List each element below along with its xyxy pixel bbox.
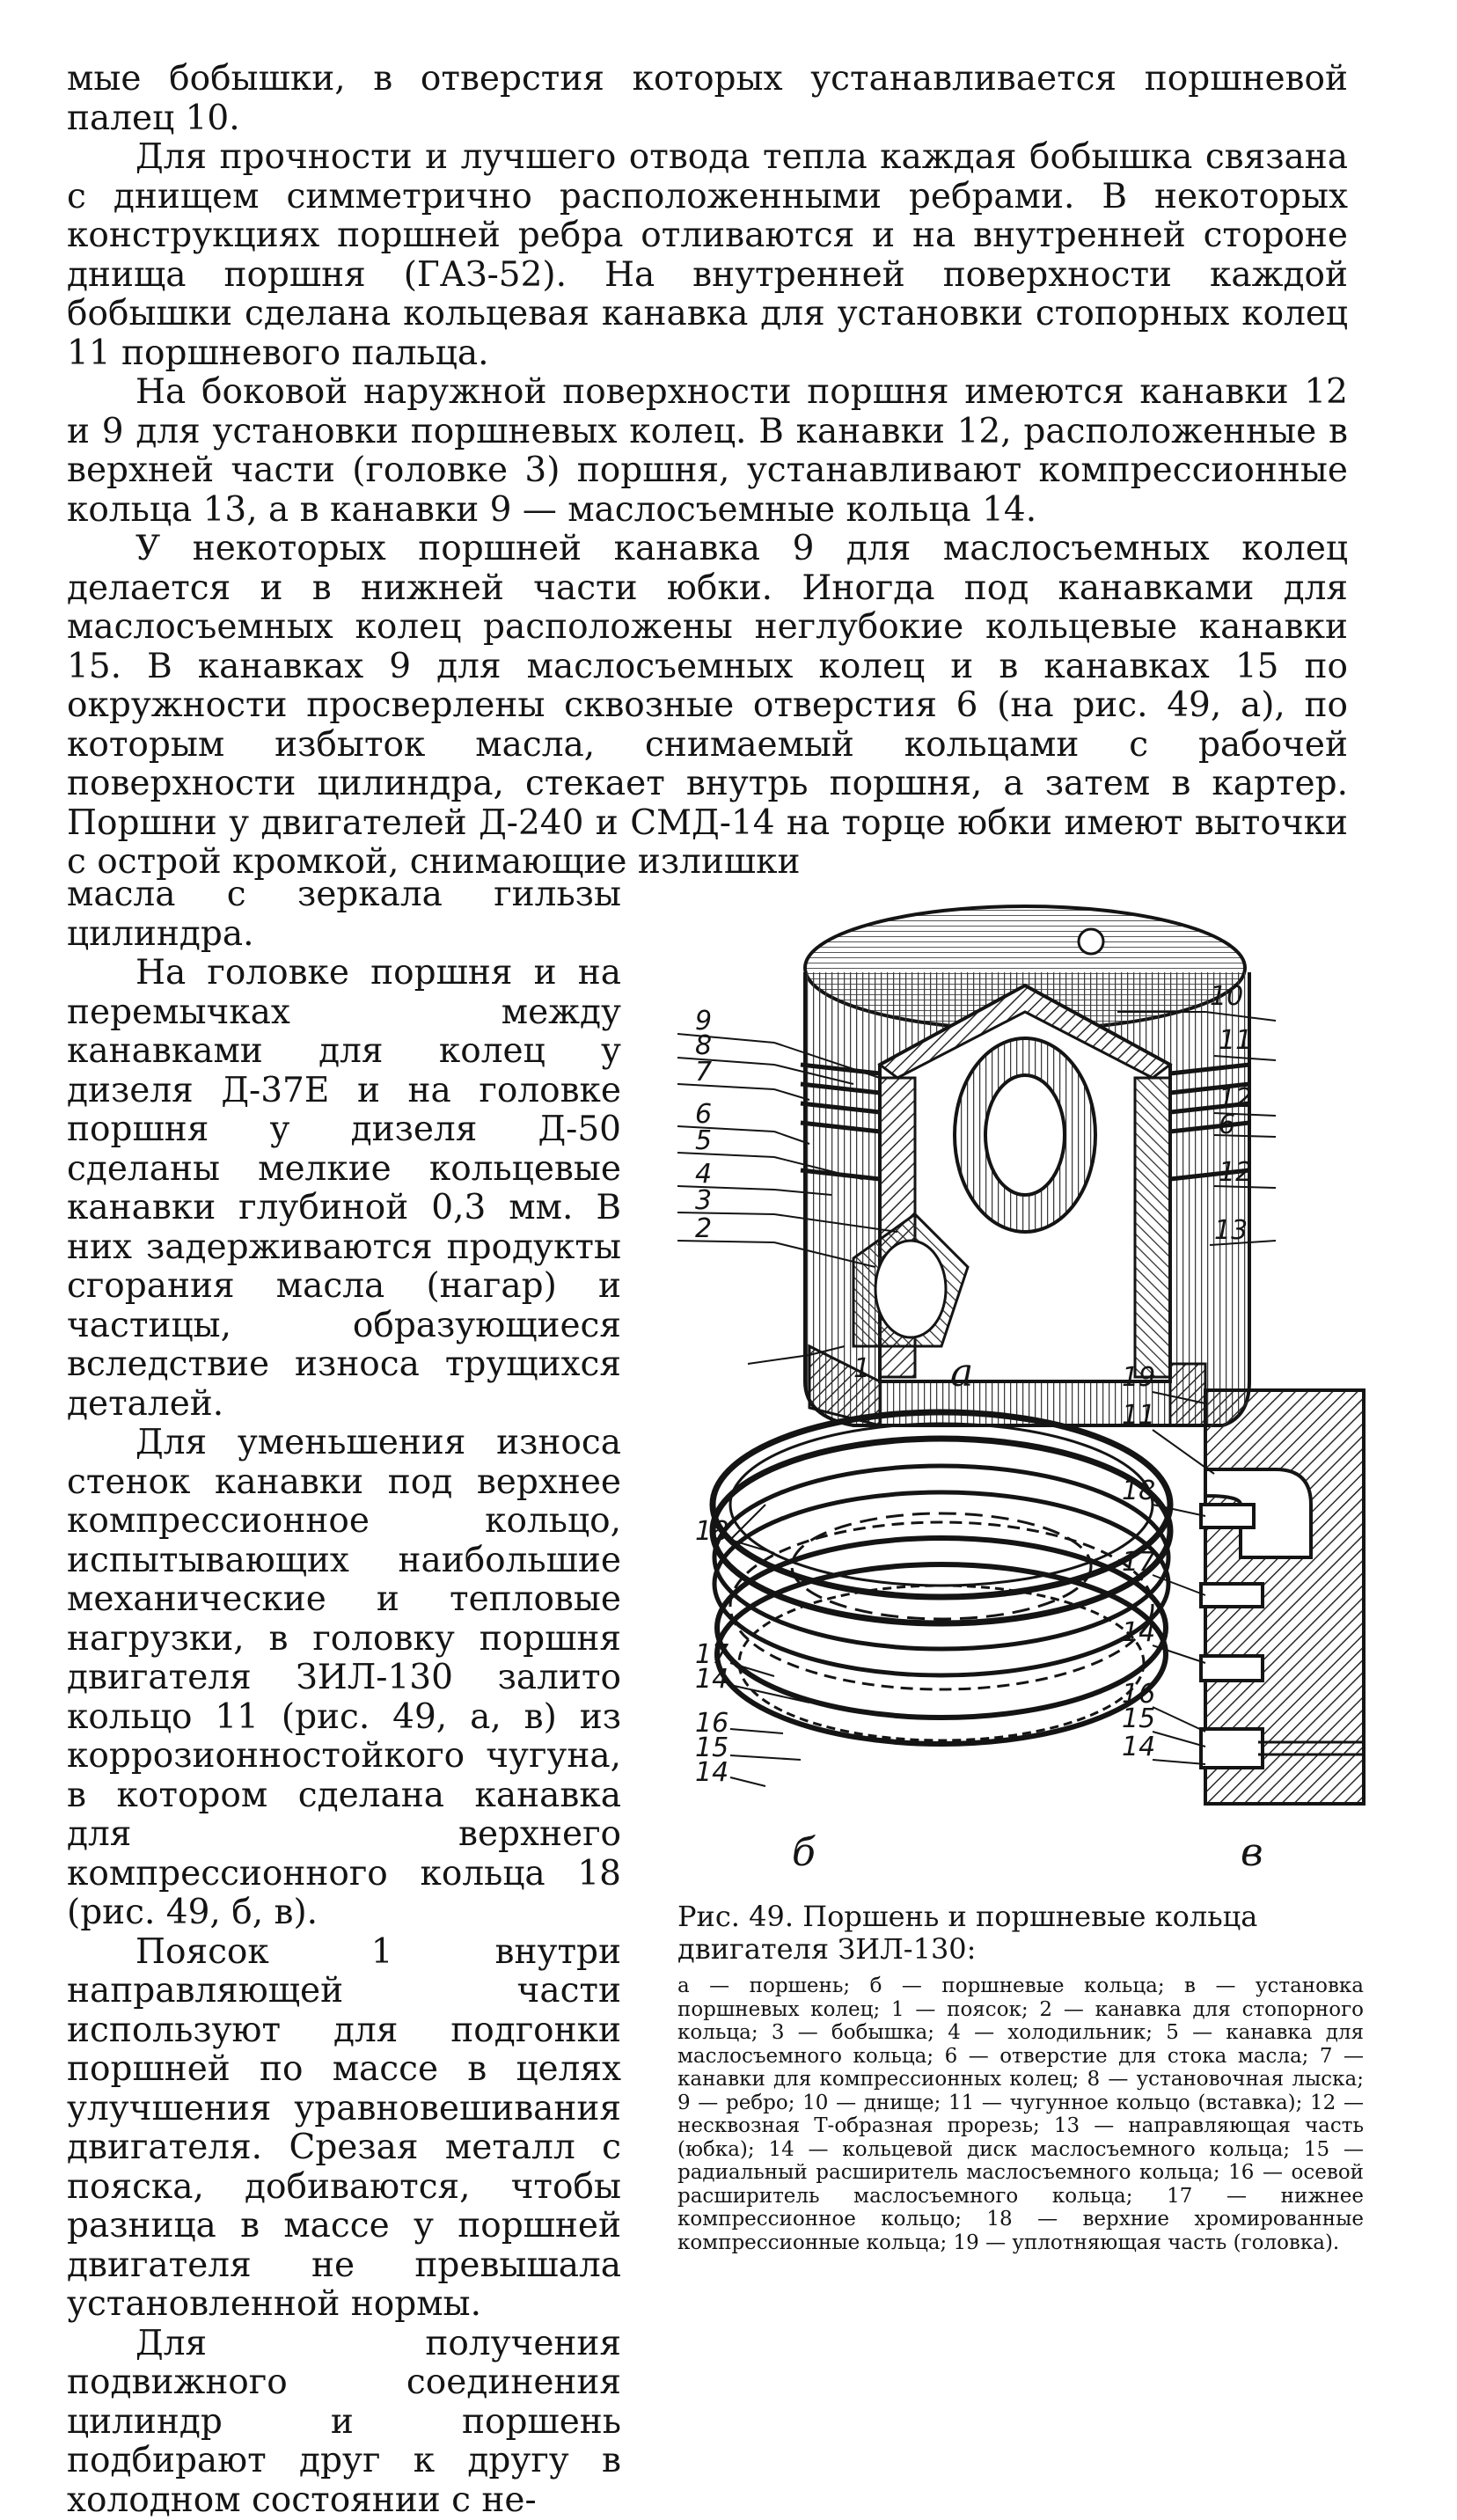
piston-label: 9 [695,1006,712,1037]
piston-label: 10 [1210,981,1243,1012]
section-label: 17 [1122,1547,1155,1578]
rings-drawing [713,1412,1170,1744]
piston-label: 5 [695,1125,712,1156]
figure-49-illustration [677,889,1381,1901]
paragraph-5: Для уменьшения износа стенок канавки под верхнее компрессионное кольцо, испытывающих наибольшие механические и тепловые нагрузки, в головку поршня двигателя ЗИЛ-130 залито кольцо 11 (рис. 49, а, в) из коррозионностойкого чугуна, в котором сделана канавка для верхнего компрессионного кольца 18 (рис. 49, б, в). [67,1424,621,1933]
paragraph-0: мые бобышки, в отверстия которых устанавливается поршневой палец 10. [67,60,1348,138]
section-label: 19 [1122,1362,1155,1393]
paragraph-1: Для прочности и лучшего отвода тепла каждая бобышка связана с днищем симметрично расположенными ребрами. В некоторых конструкциях поршней ребра отливаются и на внутренней стороне днища поршня (ГАЗ-52). На внутренней поверхности каждой бобышки сделана кольцевая канавка для установки стопорных колец 11 поршневого пальца. [67,138,1348,373]
piston-label: 2 [695,1213,712,1244]
piston-label: 8 [695,1030,712,1061]
piston-label: 4 [695,1159,712,1190]
piston-label: 11 [1219,1025,1252,1056]
section-label: 14 [1122,1617,1155,1648]
piston-label: 1 [853,1353,870,1384]
caption-title: Рис. 49. Поршень и поршневые кольца двигателя ЗИЛ-130: [677,1901,1364,1966]
rings-label: 14 [695,1664,728,1695]
paragraph-4: На головке поршня и на перемычках между канавками для колец у дизеля Д-37Е и на головке поршня у дизеля Д-50 сделаны мелкие кольцевые канавки глубиной 0,3 мм. В них задерживаются продукты сгорания масла (нагар) и частицы, образующиеся вследствие износа трущихся деталей. [67,954,621,1424]
figure-49 [677,889,1381,1901]
piston-label: 12 [1219,1083,1252,1114]
piston-label: 3 [695,1185,712,1216]
section-label: 16 [1122,1679,1155,1710]
rings-label: 17 [695,1639,728,1670]
section-label: 14 [1122,1732,1155,1762]
piston-drawing [801,906,1249,1425]
piston-label: 12 [1219,1157,1252,1188]
rings-label: 15 [695,1732,728,1763]
piston-label: 6 [1219,1110,1235,1140]
paragraph-2: На боковой наружной поверхности поршня имеются канавки 12 и 9 для установки поршневых колец. В канавки 12, расположенные в верхней части (головке 3) поршня, устанавливают компрессионные кольца 13, а в канавки 9 — маслосъемные кольца 14. [67,373,1348,530]
paragraph-6: Поясок 1 внутри направляющей части используют для подгонки поршней по массе в целях улучшения уравновешивания двигателя. Срезая металл с пояска, добиваются, чтобы разница в массе у поршней двигателя не превышала установленной нормы. [67,1933,621,2325]
piston-label: 7 [695,1057,712,1088]
paragraph-3: У некоторых поршней канавка 9 для маслосъемных колец делается и в нижней части юбки. Иногда под канавками для маслосъемных колец расположены неглубокие кольцевые канавки 15. В канавках 9 для маслосъемных колец и в канавках 15 по окружности просверлены сквозные отверстия 6 (на рис. 49, а), по которым избыток масла, снимаемый кольцами с рабочей поверхности цилиндра, стекает внутрь поршня, а затем в картер. Поршни у двигателей Д-240 и СМД-14 на торце юбки имеют выточки с острой кромкой, снимающие излишки [67,530,1348,883]
paragraph-3-continued: масла с зеркала гильзы цилиндра. [67,875,621,954]
sublabel-v: в [1241,1830,1263,1875]
rings-label: 16 [695,1708,728,1739]
left-column-text [67,875,621,2520]
section-label: 15 [1122,1703,1155,1734]
caption-legend: а — поршень; б — поршневые кольца; в — установка поршневых колец; 1 — поясок; 2 — канавка для стопорного кольца; 3 — бобышка; 4 — холодильник; 5 — канавка для маслосъемного кольца; 6 — отверстие для стока масла; 7 — канавки для компрессионных колец; 8 — установочная лыска; 9 — ребро; 10 — днище; 11 — чугунное кольцо (вставка); 12 — несквозная Т-образная прорезь; 13 — направляющая часть (юбка); 14 — кольцевой диск маслосъемного кольца; 15 — радиальный расширитель маслосъемного кольца; 16 — осевой расширитель маслосъемного кольца; 17 — нижнее компрессионное кольцо; 18 — верхние хромированные компрессионные кольца; 19 — уплотняющая часть (головка). [677,1974,1364,2254]
ring-section-drawing [1201,1390,1364,1804]
piston-label: 6 [695,1099,712,1130]
sublabel-a: а [950,1351,973,1396]
paragraph-7: Для получения подвижного соединения цилиндр и поршень подбирают друг к другу в холодном состоянии с не- [67,2325,621,2520]
sublabel-b: б [792,1830,816,1875]
figure-caption [677,1901,1364,2254]
section-label: 11 [1122,1400,1155,1431]
full-width-text [67,60,1348,883]
rings-label: 18 [695,1516,728,1547]
piston-label: 13 [1214,1215,1248,1246]
section-label: 18 [1122,1476,1155,1506]
rings-label: 14 [695,1757,728,1788]
